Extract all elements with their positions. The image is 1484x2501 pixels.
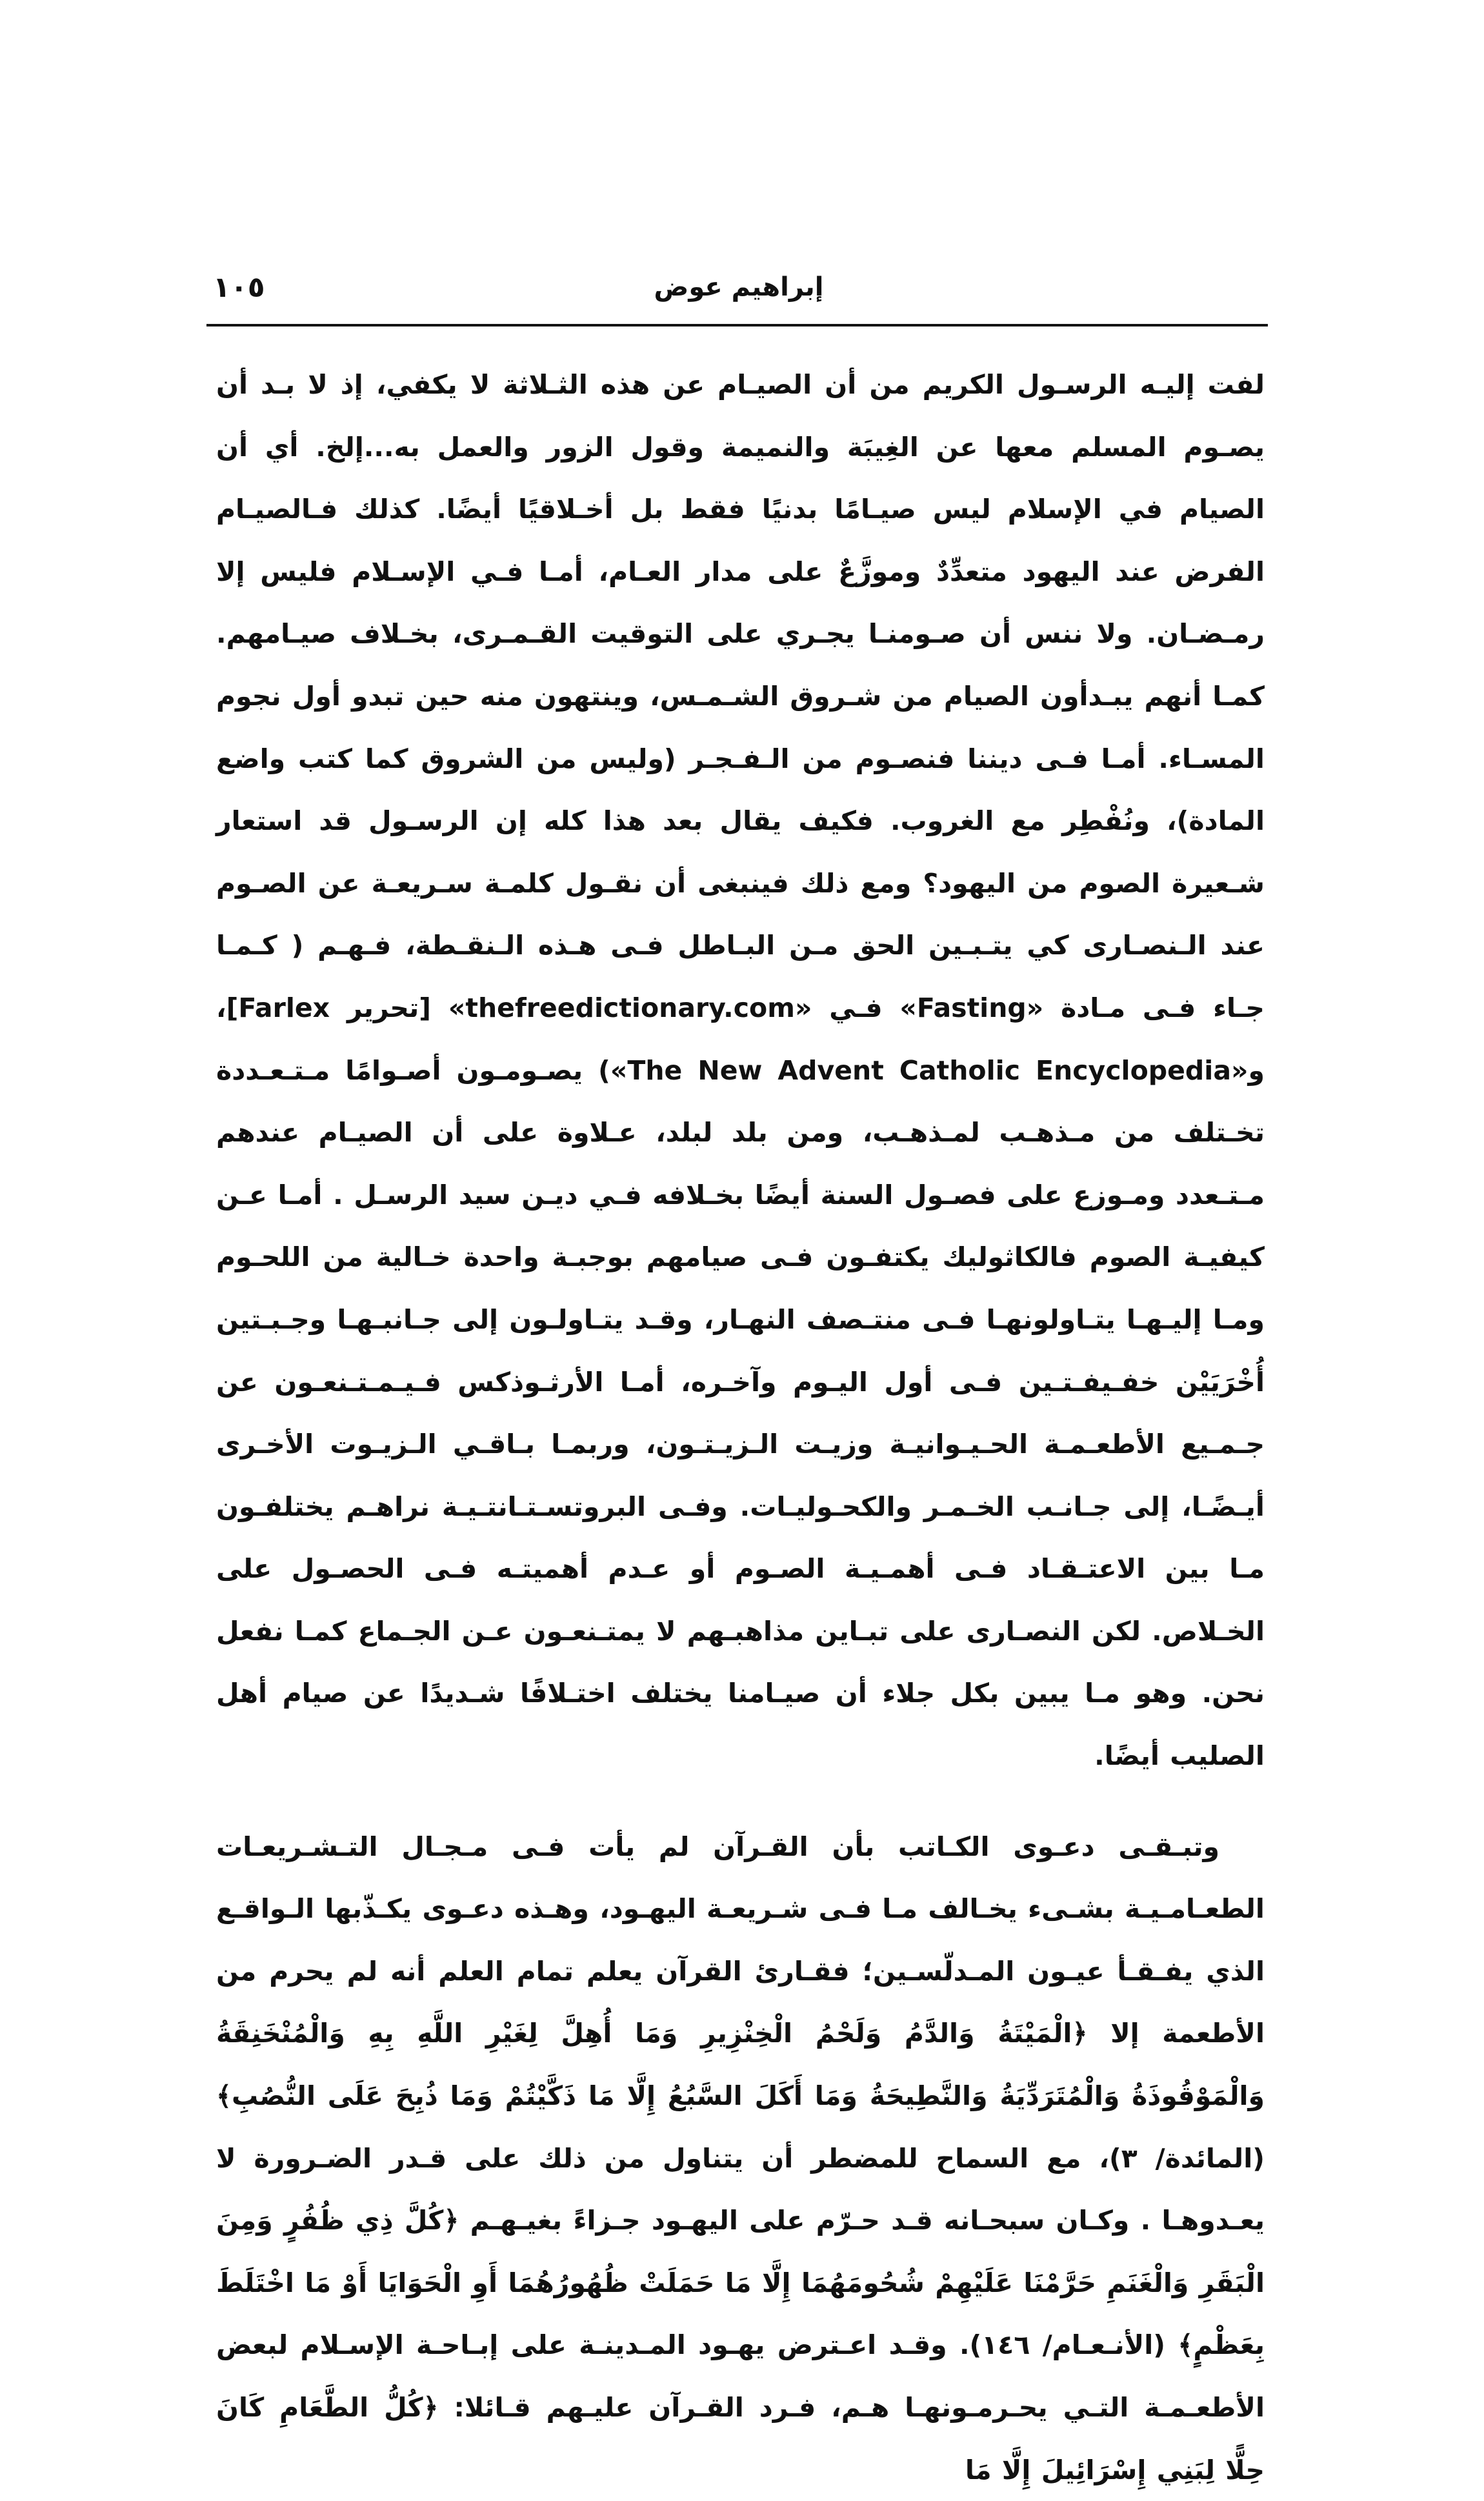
- body-text: [216, 354, 1265, 2501]
- paragraph-2: وتبـقـى دعـوى الكـاتب بأن القـرآن لم يأت فـى مـجـال التـشـريعـات الطعـامـيـة بشـىء يخـالف مـا فـى شـريعـة اليهـود، وهـذه دعـوى يكـذّبها الـواقـع الذي يفـقـأ عيـون المـدلّسـين؛ فقـارئ القرآن يعلم تمام العلم أنه لم يحرم من الأطعمة إلا ﴿الْمَيْتَةُ وَالدَّمُ وَلَحْمُ الْخِنْزِيرِ وَمَا أُهِلَّ لِغَيْرِ اللَّهِ بِهِ وَالْمُنْخَنِقَةُ وَالْمَوْقُوذَةُ وَالْمُتَرَدِّيَةُ وَالنَّطِيحَةُ وَمَا أَكَلَ السَّبُعُ إِلَّا مَا ذَكَّيْتُمْ وَمَا ذُبِحَ عَلَى النُّصُبِ﴾ (المائدة/ ٣)، مع السماح للمضطر أن يتناول من ذلك على قـدر الضـرورة لا يعـدوهـا . وكـان سبحـانه قـد حـرّم على اليهـود جـزاءً بغيـهـم ﴿كُلَّ ذِي ظُفُرٍ وَمِنَ الْبَقَرِ وَالْغَنَمِ حَرَّمْنَا عَلَيْهِمْ شُحُومَهُمَا إِلَّا مَا حَمَلَتْ ظُهُورُهُمَا أَوِ الْحَوَايَا أَوْ مَا اخْتَلَطَ بِعَظْمٍ﴾ (الأنـعـام/ ١٤٦). وقـد اعـترض يهـود المـدينـة على إبـاحـة الإسـلام لبعض الأطعـمـة التـي يحـرمـونهـا هـم، فـرد القـرآن عليـهم قـائلا: ﴿كُلُّ الطَّعَامِ كَانَ حِلًّا لِبَنِي إِسْرَائِيلَ إِلَّا مَا: [216, 1831, 1265, 2486]
- paragraph-1: لفت إليـه الرسـول الكريم من أن الصيـام عن هذه الثـلاثة لا يكفي، إذ لا بـد أن يصـوم المسلم معها عن الغِيبَة والنميمة وقول الزور والعمل به...إلخ. أي أن الصيام في الإسلام ليس صيـامًا بدنيًا فقط بل أخـلاقيًا أيضًا. كذلك فـالصيـام الفرض عند اليهود متعدِّدٌ وموزَّعٌ على مدار العـام، أمـا فـي الإسـلام فليس إلا رمـضـان. ولا ننس أن صـومنـا يجـري على التوقيت القـمـرى، بخـلاف صيـامهم. كمـا أنهم يبـدأون الصيام من شـروق الشـمـس، وينتهون منه حين تبدو أول نجوم المسـاء. أمـا فـى ديننا فنصـوم من الـفـجـر (وليس من الشروق كما كتب واضع المادة)، ونُفْطِر مع الغروب. فكيف يقال بعد هذا كله إن الرسـول قد استعار شـعيرة الصوم من اليهود؟ ومع ذلك فينبغى أن نقـول كلمـة سـريعـة عن الصـوم عند الـنصـارى كي يتـبـين الحق مـن البـاطل فـى هـذه الـنقـطة، فـهـم ( كـمـا جـاء فـى مـادة «Fasting» فـي «thefreedictionary.com» [تحرير Farlex]، و«The New Advent Catholic Encyclopedia») يصـومـون أصـوامًا مـتـعـددة تخـتلف من مـذهـب لمـذهـب، ومن بلد لبلد، عـلاوة على أن الصيـام عندهم مـتـعدد ومـوزع على فصـول السنة أيضًا بخـلافه فـي ديـن سيد الرسـل . أمـا عـن كيفيـة الصوم فالكاثوليك يكتفـون فـى صيامهم بوجبـة واحدة خـالية من اللحـوم ومـا إليـهـا يتـاولونهـا فـى منتـصف النهـار، وقـد يتـاولـون إلى جـانبـهـا وجـبـتين أُخْرَيَيْن خفـيفـتـين فـى أول اليـوم وآخـره، أمـا الأرثـوذكس فـيـمـتـنعـون عن جـمـيع الأطعـمـة الحـيـوانيـة وزيـت الـزيـتـون، وربمـا بـاقـي الـزيـوت الأخـرى أيـضًـا، إلى جـانـب الخـمـر والكحـوليـات. وفـى البروتسـتـانتـيـة نراهـم يختلفـون مـا بين الاعتـقـاد فـى أهمـيـة الصـوم أو عـدم أهميتـه فـى الحصـول على الخـلاص. لكن النصـارى على تبـاين مذاهبـهم لا يمتـنعـون عـن الجـماع كمـا نفعل نحن. وهو مـا يبين بكل جلاء أن صيـامنا يختلف اختـلافًا شـديدًا عن صيام أهل الصليب أيضًا.: [216, 369, 1265, 1772]
- header-divider: [206, 324, 1268, 326]
- page-header: [213, 271, 1265, 316]
- running-head-author: إبراهيم عوض: [654, 272, 824, 302]
- page-number: ١٠٥: [213, 271, 265, 304]
